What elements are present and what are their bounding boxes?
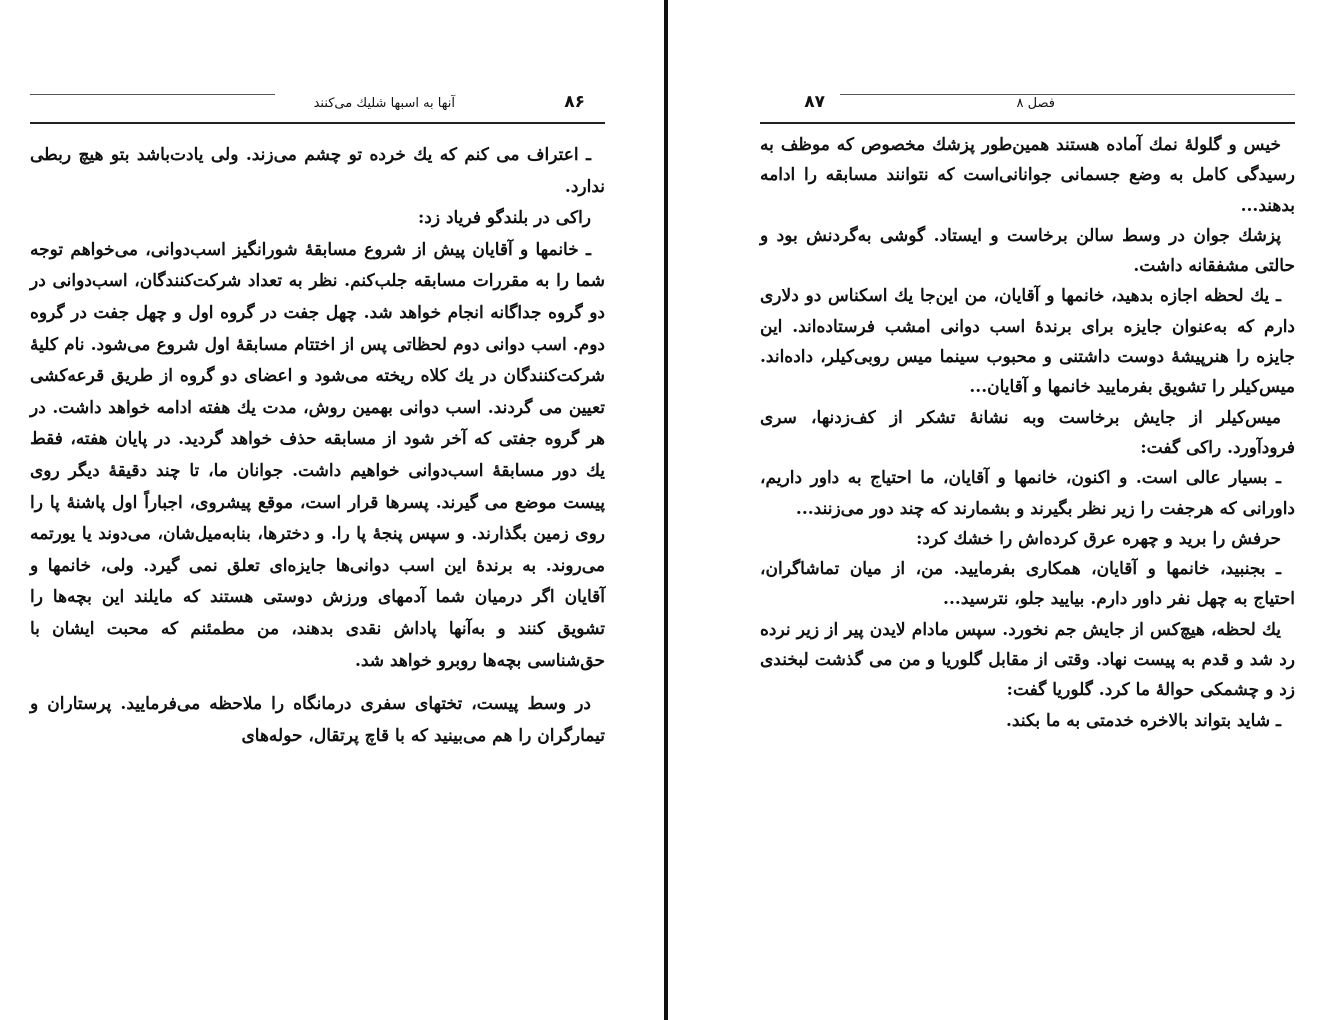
- paragraph: میس‌کیلر از جایش برخاست وبه نشانهٔ تشکر از کف‌زدنها، سری فرودآورد. راکی گفت:: [760, 407, 1295, 458]
- paragraph: یك لحظه، هیچ‌کس از جایش جم نخورد. سپس مادام لایدن پیر از زیر نرده رد شد و قدم به پیست نهاد. وقتی از مقابل گلوریا و من می گذشت لبخندی زد و چشمکی حوالهٔ ما کرد. گلوریا گفت:: [760, 619, 1295, 701]
- book-spine-divider: [664, 0, 668, 1020]
- paragraph: راکی در بلندگو فریاد زد:: [418, 208, 591, 229]
- right-page-body: [760, 130, 1295, 736]
- paragraph: ـ اعتراف می کنم که یك خرده تو چشم می‌زند. ولی یادت‌باشد بتو هیچ ربطی ندارد.: [30, 145, 605, 197]
- paragraph: ـ بسیار عالی است. و اکنون، خانمها و آقایان، ما احتیاج به داور داریم، داورانی که هرجفت را زیر نظر بگیرند و بشمارند که چند دور می‌زنند...: [760, 468, 1295, 519]
- paragraph: ـ شاید بتواند بالاخره خدمتی به ما بکند.: [1006, 710, 1281, 731]
- left-page-header: [30, 88, 605, 124]
- paragraph: پزشك جوان در وسط سالن برخاست و ایستاد. گوشی به‌گردنش بود و حالتی مشفقانه داشت.: [760, 225, 1295, 277]
- paragraph: ـ بجنبید، خانمها و آقایان، همکاری بفرمایید. من، از میان تماشاگران، احتیاج به چهل نفر داور دارم. بیایید جلو، نترسید...: [760, 559, 1295, 610]
- header-bottom-rule: [760, 122, 1295, 124]
- left-page: [30, 0, 605, 1020]
- header-top-rule: [30, 94, 275, 95]
- page-number: ۸۷: [804, 92, 825, 112]
- paragraph: ـ خانمها و آقایان پیش از شروع مسابقهٔ شورانگیز اسب‌دوانی، می‌خواهم توجه شما را به مقررات مسابقه جلب‌کنم. نظر به تعداد شرکت‌کنندگان، اسب‌دوانی در دو گروه جداگانه انجام خواهد شد. چهل جفت در گروه اول و چهل جفت در گروه دوم. اسب دوانی دوم لحظاتی پس از اختتام مسابقهٔ اول شروع می‌شود. نام کلیهٔ شرکت‌کنندگان در یك کلاه ریخته می‌شود و اعضای دو گروه از طریق قرعه‌کشی تعیین می گردند. اسب دوانی بهمین روش، مدت یك هفته ادامه خواهد داشت. در هر گروه جفتی که آخر شود از مسابقه حذف خواهد گردید. در پایان هفته، فقط یك دور مسابقهٔ اسب‌دوانی خواهیم داشت. جوانان ما، تا چند دقیقهٔ دیگر روی پیست موضع می گیرند. پسرها قرار است، موقع پیشروی، اجباراً اول پاشنهٔ پا را روی زمین بگذارند. و سپس پنجهٔ پا را. و دخترها، بنابه‌میل‌شان، می‌دوند یا یورتمه می‌روند. به برندهٔ این اسب دوانی‌ها جایزه‌ای تعلق نمی گیرد. ولی، خانمها و آقایان اگر درمیان شما آدمهای ورزش دوستی هستند که مایلند این بچه‌ها را تشویق کنند و به‌آنها پاداش نقدی بدهند، من مطمئنم که محبت ایشان با حق‌شناسی بچه‌ها روبرو خواهد شد.: [30, 239, 605, 671]
- paragraph: خیس و گلولهٔ نمك آماده هستند همین‌طور پزشك مخصوص که موظف به رسیدگی کامل به وضع جسمانی جوانانی‌است که نتوانند مسابقه را ادامه بدهند...: [760, 135, 1295, 216]
- running-title: آنها به اسبها شلیك می‌کنند: [313, 96, 455, 111]
- paragraph: حرفش را برید و چهره عرق کرده‌اش را خشك کرد:: [916, 528, 1281, 549]
- header-bottom-rule: [30, 122, 605, 124]
- running-title: فصل ۸: [1016, 96, 1055, 111]
- header-top-rule: [840, 94, 1295, 95]
- paragraph: در وسط پیست، تختهای سفری درمانگاه را ملاحظه می‌فرمایید. پرستاران و تیمارگران را هم می‌بینید که با قاچ پرتقال، حوله‌های: [30, 694, 605, 746]
- page-number: ۸۶: [564, 92, 585, 112]
- right-page-header: [760, 88, 1295, 124]
- left-page-body: [30, 140, 605, 752]
- right-page: [760, 0, 1295, 1020]
- paragraph: ـ یك لحظه اجازه بدهید، خانمها و آقایان، من این‌جا یك اسکناس دو دلاری دارم که به‌عنوان جایزه برای برندهٔ اسب دوانی امشب فرستاده‌اند. این جایزه را هنرپیشهٔ دوست داشتنی و محبوب سینما میس روبی‌کیلر، داده‌اند. میس‌کیلر را تشویق بفرمایید خانمها و آقایان...: [760, 286, 1295, 398]
